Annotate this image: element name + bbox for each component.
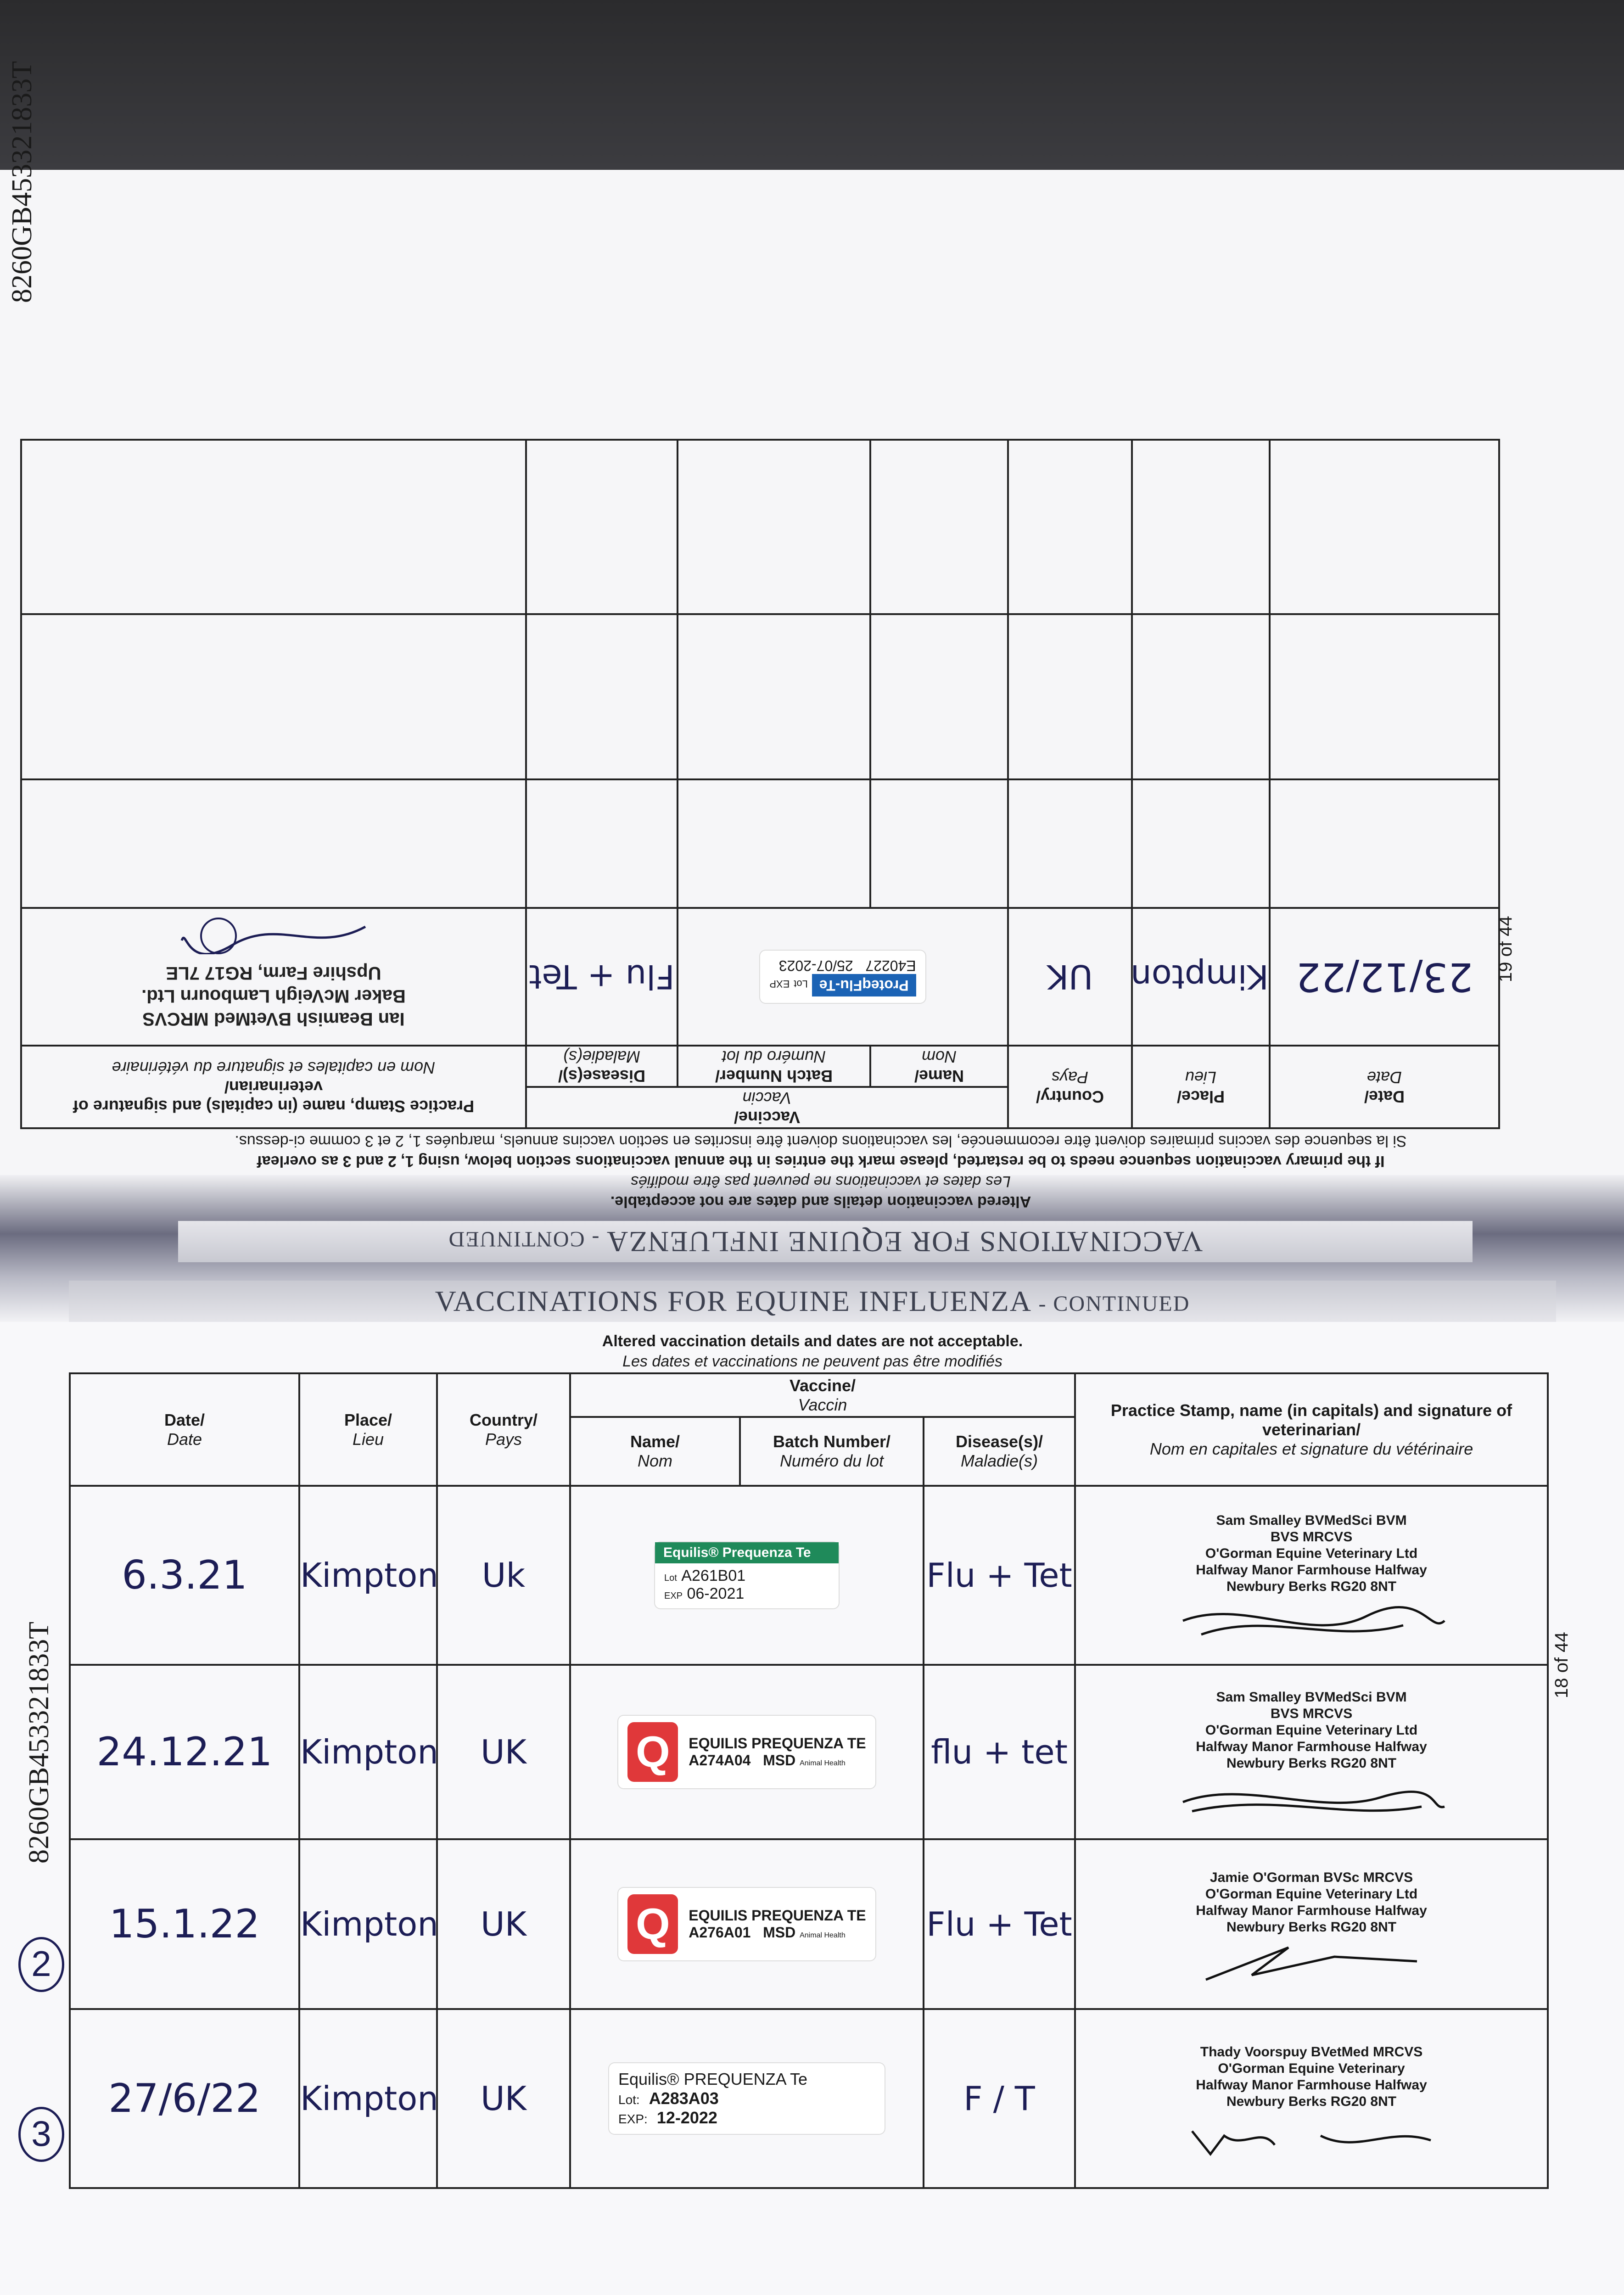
- lot-label: Lot: [794, 978, 808, 990]
- section-banner: [178, 1221, 1473, 1262]
- lot-number: A274A04: [689, 1752, 751, 1769]
- vaccination-table-page18: [69, 1372, 1549, 2189]
- header-place: Place/ Lieu: [299, 1373, 437, 1486]
- vaccine-sticker-cell: [570, 1486, 924, 1665]
- msd-logo: MSD: [763, 1924, 796, 1941]
- q-logo-icon: Q: [627, 1894, 678, 1954]
- header-stamp: Practice Stamp, name (in capitals) and signature of veterinarian/ Nom en capitales et signature du vétérinaire: [21, 1046, 526, 1128]
- header-stamp: Practice Stamp, name (in capitals) and signature of veterinarian/ Nom en capitales et signature du vétérinaire: [1075, 1373, 1548, 1486]
- country-cell: UK: [1008, 908, 1132, 1046]
- place-cell: Kimpton: [299, 1839, 437, 2009]
- header-country: Country/ Pays: [1008, 1046, 1132, 1128]
- restart-fr: Si la sequence des vaccins primaires doivent être recommencée, les vaccinations doivent être inscrites en section vaccins annuels, marquées 1, 2 et 3 comme ci-dessus.: [235, 1132, 1407, 1150]
- disease-cell: F / T: [924, 2009, 1075, 2188]
- header-disease: Disease(s)/ Maladie(s): [526, 1046, 678, 1087]
- notice-block: [69, 1331, 1556, 1371]
- vet-stamp: Thady Voorspuy BVetMed MRCVS O'Gorman Equine Veterinary Halfway Manor Farmhouse Halfway Newbury Berks RG20 8NT: [1196, 2044, 1427, 2109]
- page-19: [0, 61, 1624, 1262]
- header-vaccine: Vaccine/ Vaccin: [526, 1087, 1008, 1128]
- header-name: Name/ Nom: [570, 1417, 740, 1486]
- date-cell: 24.12.21: [70, 1665, 299, 1839]
- place-cell: Kimpton: [299, 1665, 437, 1839]
- header-disease: Disease(s)/ Maladie(s): [924, 1417, 1075, 1486]
- country-cell: Uk: [437, 1486, 570, 1665]
- lot-number: E40227: [865, 957, 916, 974]
- primary-sequence-marker: 2: [18, 1937, 64, 1992]
- msd-subtitle: Animal Health: [800, 1931, 846, 1939]
- stamp-cell: [21, 908, 526, 1046]
- table-row-empty: [21, 614, 1499, 779]
- expiry-date: 25/07-2023: [778, 957, 853, 974]
- notice-en: Altered vaccination details and dates are not acceptable.: [602, 1332, 1023, 1350]
- vet-stamp: Ian Beamish BVetMed MRCVS Baker McVeigh Lambourn Ltd. Upshire Farm, RG17 7LE: [141, 963, 406, 1029]
- msd-logo: MSD: [763, 1752, 796, 1769]
- banner-title: VACCINATIONS FOR EQUINE INFLUENZA: [607, 1226, 1203, 1258]
- table-row: [21, 908, 1499, 1046]
- vaccine-sticker-cell: [570, 1665, 924, 1839]
- header-place: Place/ Lieu: [1132, 1046, 1270, 1128]
- disease-cell: Flu + Tet: [924, 1839, 1075, 2009]
- stamp-cell: [1075, 1839, 1548, 2009]
- notice-block: [155, 1131, 1486, 1212]
- place-cell: Kimpton: [299, 1486, 437, 1665]
- product-name: EQUILIS PREQUENZA TE: [689, 1907, 866, 1924]
- place-cell: Kimpton: [299, 2009, 437, 2188]
- table-row-empty: [21, 779, 1499, 908]
- vet-stamp: Sam Smalley BVMedSci BVM BVS MRCVS O'Gorman Equine Veterinary Ltd Halfway Manor Farmhouse Halfway Newbury Berks RG20 8NT: [1196, 1690, 1427, 1771]
- primary-sequence-marker: 3: [18, 2107, 64, 2162]
- page-number: 18 of 44: [1551, 1632, 1572, 1698]
- scanner-dark-border: [0, 0, 1624, 170]
- place-cell: Kimpton: [1132, 908, 1270, 1046]
- vaccination-table-page19: [20, 439, 1500, 1129]
- date-cell: 6.3.21: [70, 1486, 299, 1665]
- date-cell: 15.1.22: [70, 1839, 299, 2009]
- header-batch: Batch Number/ Numéro du lot: [678, 1046, 870, 1087]
- vaccine-sticker-cell: [678, 908, 1008, 1046]
- notice-fr: Les dates et vaccinations ne peuvent pas être modifiés: [622, 1353, 1002, 1370]
- restart-en: If the primary vaccination sequence needs to be restarted, please mark the entries in the annual vaccinations section below, using 1, 2 and 3 as overleaf: [257, 1153, 1385, 1170]
- banner-suffix: - CONTINUED: [1038, 1292, 1190, 1316]
- lot-number: A261B01: [681, 1567, 746, 1584]
- vaccine-sticker: [760, 951, 925, 1003]
- header-date: Date/ Date: [1270, 1046, 1499, 1128]
- vaccine-sticker: Equilis® PREQUENZA Te Lot: A283A03 EXP: 12-2022: [609, 2063, 885, 2134]
- banner-title: VACCINATIONS FOR EQUINE INFLUENZA: [435, 1285, 1030, 1317]
- lot-number: A283A03: [649, 2089, 719, 2108]
- banner-suffix: - CONTINUED: [448, 1227, 599, 1251]
- signature: [1197, 1943, 1426, 1984]
- passport-id-page18: 8260GB453321833T: [23, 1622, 55, 1864]
- signature: [1183, 2117, 1440, 2159]
- vaccine-sticker: [618, 1716, 875, 1788]
- stamp-cell: [1075, 2009, 1548, 2188]
- page-number: 19 of 44: [1495, 916, 1516, 982]
- section-banner: [69, 1281, 1556, 1322]
- signature: [177, 918, 370, 954]
- exp-label: EXP: [769, 978, 790, 990]
- table-row: [70, 2009, 1548, 2188]
- vaccine-sticker-cell: [570, 2009, 924, 2188]
- table-row: [70, 1839, 1548, 2009]
- signature: [1174, 1602, 1449, 1644]
- notice-en: Altered vaccination details and dates are not acceptable.: [610, 1193, 1031, 1210]
- proteq-label: ProteqFlu-Te: [812, 974, 916, 996]
- table-row: [70, 1665, 1548, 1839]
- signature: [1174, 1779, 1449, 1820]
- equilis-label: Equilis® Prequenza Te: [655, 1542, 839, 1563]
- msd-subtitle: Animal Health: [800, 1759, 846, 1767]
- vet-stamp: Jamie O'Gorman BVSc MRCVS O'Gorman Equine Veterinary Ltd Halfway Manor Farmhouse Halfway Newbury Berks RG20 8NT: [1196, 1870, 1427, 1935]
- product-name: Equilis® PREQUENZA Te: [618, 2070, 807, 2088]
- passport-id-page19: 8260GB453321833T: [6, 61, 38, 303]
- table-row: [70, 1486, 1548, 1665]
- country-cell: UK: [437, 1665, 570, 1839]
- header-batch: Batch Number/ Numéro du lot: [740, 1417, 924, 1486]
- stamp-cell: [1075, 1665, 1548, 1839]
- country-cell: UK: [437, 1839, 570, 2009]
- header-country: Country/ Pays: [437, 1373, 570, 1486]
- header-date: Date/ Date: [70, 1373, 299, 1486]
- notice-fr: Les dates et vaccinations ne peuvent pas être modifiés: [631, 1173, 1011, 1190]
- vaccine-sticker: Equilis® Prequenza Te Lot A261B01 EXP 06-2021: [655, 1542, 839, 1608]
- product-name: EQUILIS PREQUENZA TE: [689, 1735, 866, 1752]
- vet-stamp: Sam Smalley BVMedSci BVM BVS MRCVS O'Gorman Equine Veterinary Ltd Halfway Manor Farmhouse Halfway Newbury Berks RG20 8NT: [1196, 1513, 1427, 1594]
- vaccine-sticker-cell: [570, 1839, 924, 2009]
- stamp-cell: [1075, 1486, 1548, 1665]
- table-row-empty: [21, 440, 1499, 614]
- disease-cell: Flu + Tet: [924, 1486, 1075, 1665]
- q-logo-icon: Q: [627, 1722, 678, 1782]
- date-cell: 23/12/22: [1270, 908, 1499, 1046]
- header-vaccine: Vaccine/ Vaccin: [570, 1373, 1075, 1417]
- disease-cell: flu + tet: [924, 1665, 1075, 1839]
- vaccine-sticker: [618, 1888, 875, 1960]
- date-cell: 27/6/22: [70, 2009, 299, 2188]
- expiry-date: 12-2022: [656, 2108, 717, 2127]
- expiry-date: 06-2021: [687, 1585, 745, 1602]
- header-name: Name/ Nom: [870, 1046, 1008, 1087]
- country-cell: UK: [437, 2009, 570, 2188]
- disease-cell: Flu + Tet: [526, 908, 678, 1046]
- lot-number: A276A01: [689, 1924, 751, 1941]
